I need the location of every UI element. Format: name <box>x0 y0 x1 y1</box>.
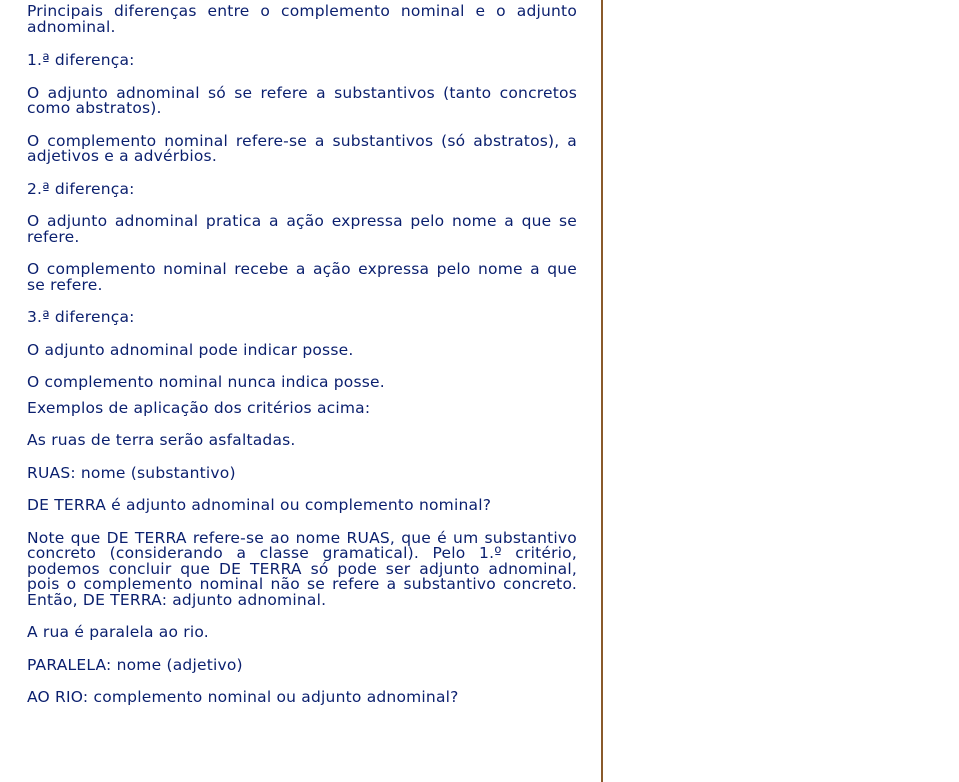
paragraph: O complemento nominal refere-se a substantivos (só abstratos), a adjetivos e a advérbios. <box>27 131 577 165</box>
paragraph: DE TERRA é adjunto adnominal ou complemento nominal? <box>27 496 492 514</box>
paragraph: Note que DE TERRA refere-se ao nome RUAS, que é um substantivo concreto (considerando a classe gramatical). Pelo 1.º critério, podemos concluir que DE TERRA só pode ser adjunto adnominal, pois o complemento nominal não se refere a substantivo concreto. Então, DE TERRA: adjunto adnominal. <box>27 528 577 609</box>
example-sentence: A rua é paralela ao rio. <box>27 623 209 641</box>
difference-3-heading: 3.ª diferença: <box>27 308 135 326</box>
paragraph: AO RIO: complemento nominal ou adjunto adnominal? <box>27 688 459 706</box>
paragraph: RUAS: nome (substantivo) <box>27 463 236 482</box>
paragraph: PARALELA: nome (adjetivo) <box>27 655 243 674</box>
example-sentence: As ruas de terra serão asfaltadas. <box>27 431 296 449</box>
article-body <box>27 4 577 706</box>
paragraph: O adjunto adnominal pratica a ação expressa pelo nome a que se refere. <box>27 212 577 246</box>
paragraph: O complemento nominal nunca indica posse. <box>27 373 385 391</box>
article-heading: Principais diferenças entre o complemento nominal e o adjunto adnominal. <box>27 2 577 36</box>
difference-2-heading: 2.ª diferença: <box>27 179 135 198</box>
paragraph: O complemento nominal recebe a ação expressa pelo nome a que se refere. <box>27 260 577 294</box>
examples-heading: Exemplos de aplicação dos critérios acima: <box>27 398 371 417</box>
difference-1-heading: 1.ª diferença: <box>27 51 135 69</box>
paragraph: O adjunto adnominal só se refere a substantivos (tanto concretos como abstratos). <box>27 83 577 117</box>
paragraph: O adjunto adnominal pode indicar posse. <box>27 340 354 359</box>
